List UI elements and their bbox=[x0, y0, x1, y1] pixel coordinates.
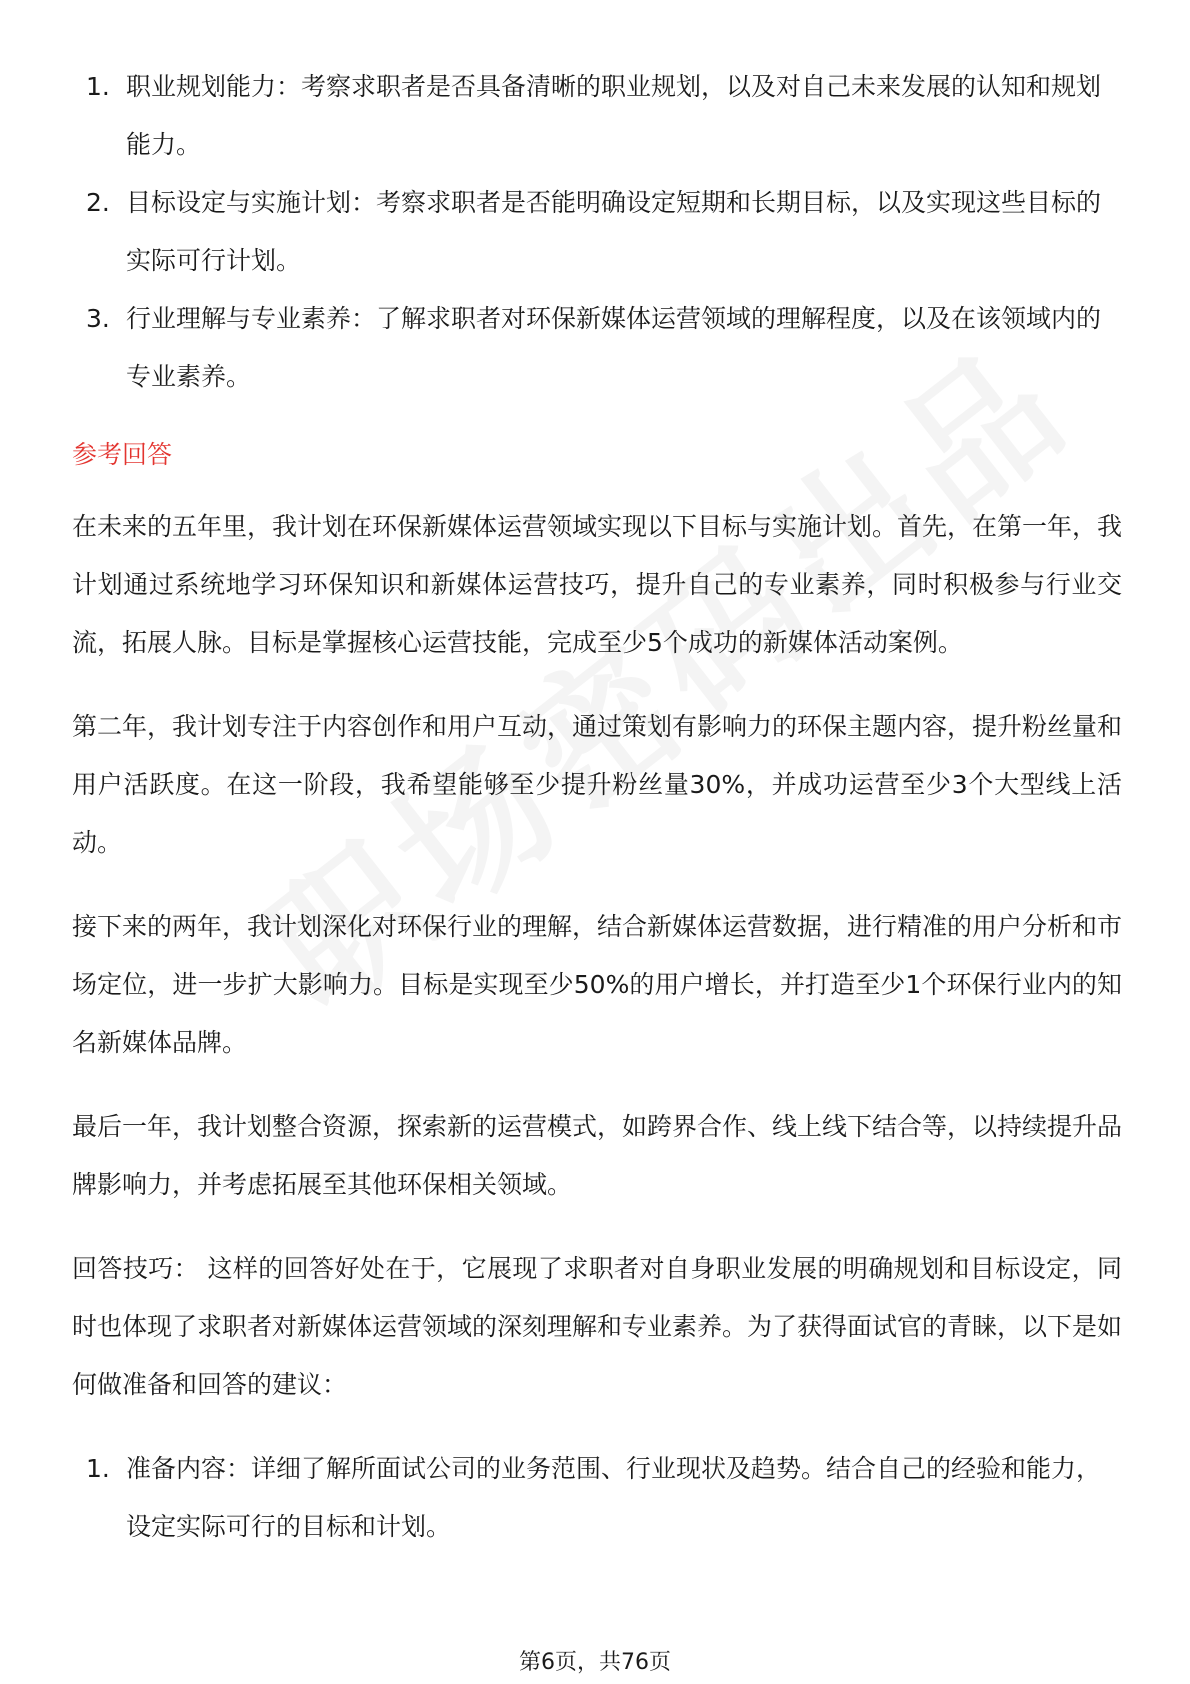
criteria-list bbox=[72, 58, 1122, 406]
list-item-number: 1. bbox=[86, 1454, 110, 1483]
paragraph: 接下来的两年，我计划深化对环保行业的理解，结合新媒体运营数据，进行精准的用户分析和市场定位，进一步扩大影响力。目标是实现至少50%的用户增长，并打造至少1个环保行业内的知名新媒体品牌。 bbox=[72, 912, 1123, 1057]
list-item bbox=[72, 1440, 1122, 1556]
list-item bbox=[72, 58, 1122, 174]
paragraph: 最后一年，我计划整合资源，探索新的运营模式，如跨界合作、线上线下结合等，以持续提升品牌影响力，并考虑拓展至其他环保相关领域。 bbox=[72, 1112, 1123, 1199]
list-item-number: 2. bbox=[86, 188, 110, 217]
list-item-text: 职业规划能力：考察求职者是否具备清晰的职业规划，以及对自己未来发展的认知和规划能力。 bbox=[126, 72, 1102, 159]
tips-list bbox=[72, 1440, 1122, 1556]
reference-answer-heading: 参考回答 bbox=[72, 440, 173, 469]
list-item-text: 行业理解与专业素养：了解求职者对环保新媒体运营领域的理解程度，以及在该领域内的专业素养。 bbox=[126, 304, 1102, 391]
list-item-number: 3. bbox=[86, 304, 110, 333]
paragraph: 在未来的五年里，我计划在环保新媒体运营领域实现以下目标与实施计划。首先，在第一年，我计划通过系统地学习环保知识和新媒体运营技巧，提升自己的专业素养，同时积极参与行业交流，拓展人脉。目标是掌握核心运营技能，完成至少5个成功的新媒体活动案例。 bbox=[72, 512, 1123, 657]
list-item-number: 1. bbox=[86, 72, 110, 101]
paragraph: 第二年，我计划专注于内容创作和用户互动，通过策划有影响力的环保主题内容，提升粉丝量和用户活跃度。在这一阶段，我希望能够至少提升粉丝量30%，并成功运营至少3个大型线上活动。 bbox=[72, 712, 1123, 857]
list-item bbox=[72, 290, 1122, 406]
page-number: 第6页，共76页 bbox=[519, 1650, 671, 1675]
answer-tips-paragraph: 回答技巧： 这样的回答好处在于，它展现了求职者对自身职业发展的明确规划和目标设定，同时也体现了求职者对新媒体运营领域的深刻理解和专业素养。为了获得面试官的青睐，以下是如何做准备和回答的建议： bbox=[72, 1254, 1123, 1399]
document-body bbox=[72, 58, 1122, 1576]
list-item bbox=[72, 174, 1122, 290]
list-item-text: 准备内容：详细了解所面试公司的业务范围、行业现状及趋势。结合自己的经验和能力，设定实际可行的目标和计划。 bbox=[126, 1454, 1102, 1541]
list-item-text: 目标设定与实施计划：考察求职者是否能明确设定短期和长期目标，以及实现这些目标的实际可行计划。 bbox=[126, 188, 1102, 275]
